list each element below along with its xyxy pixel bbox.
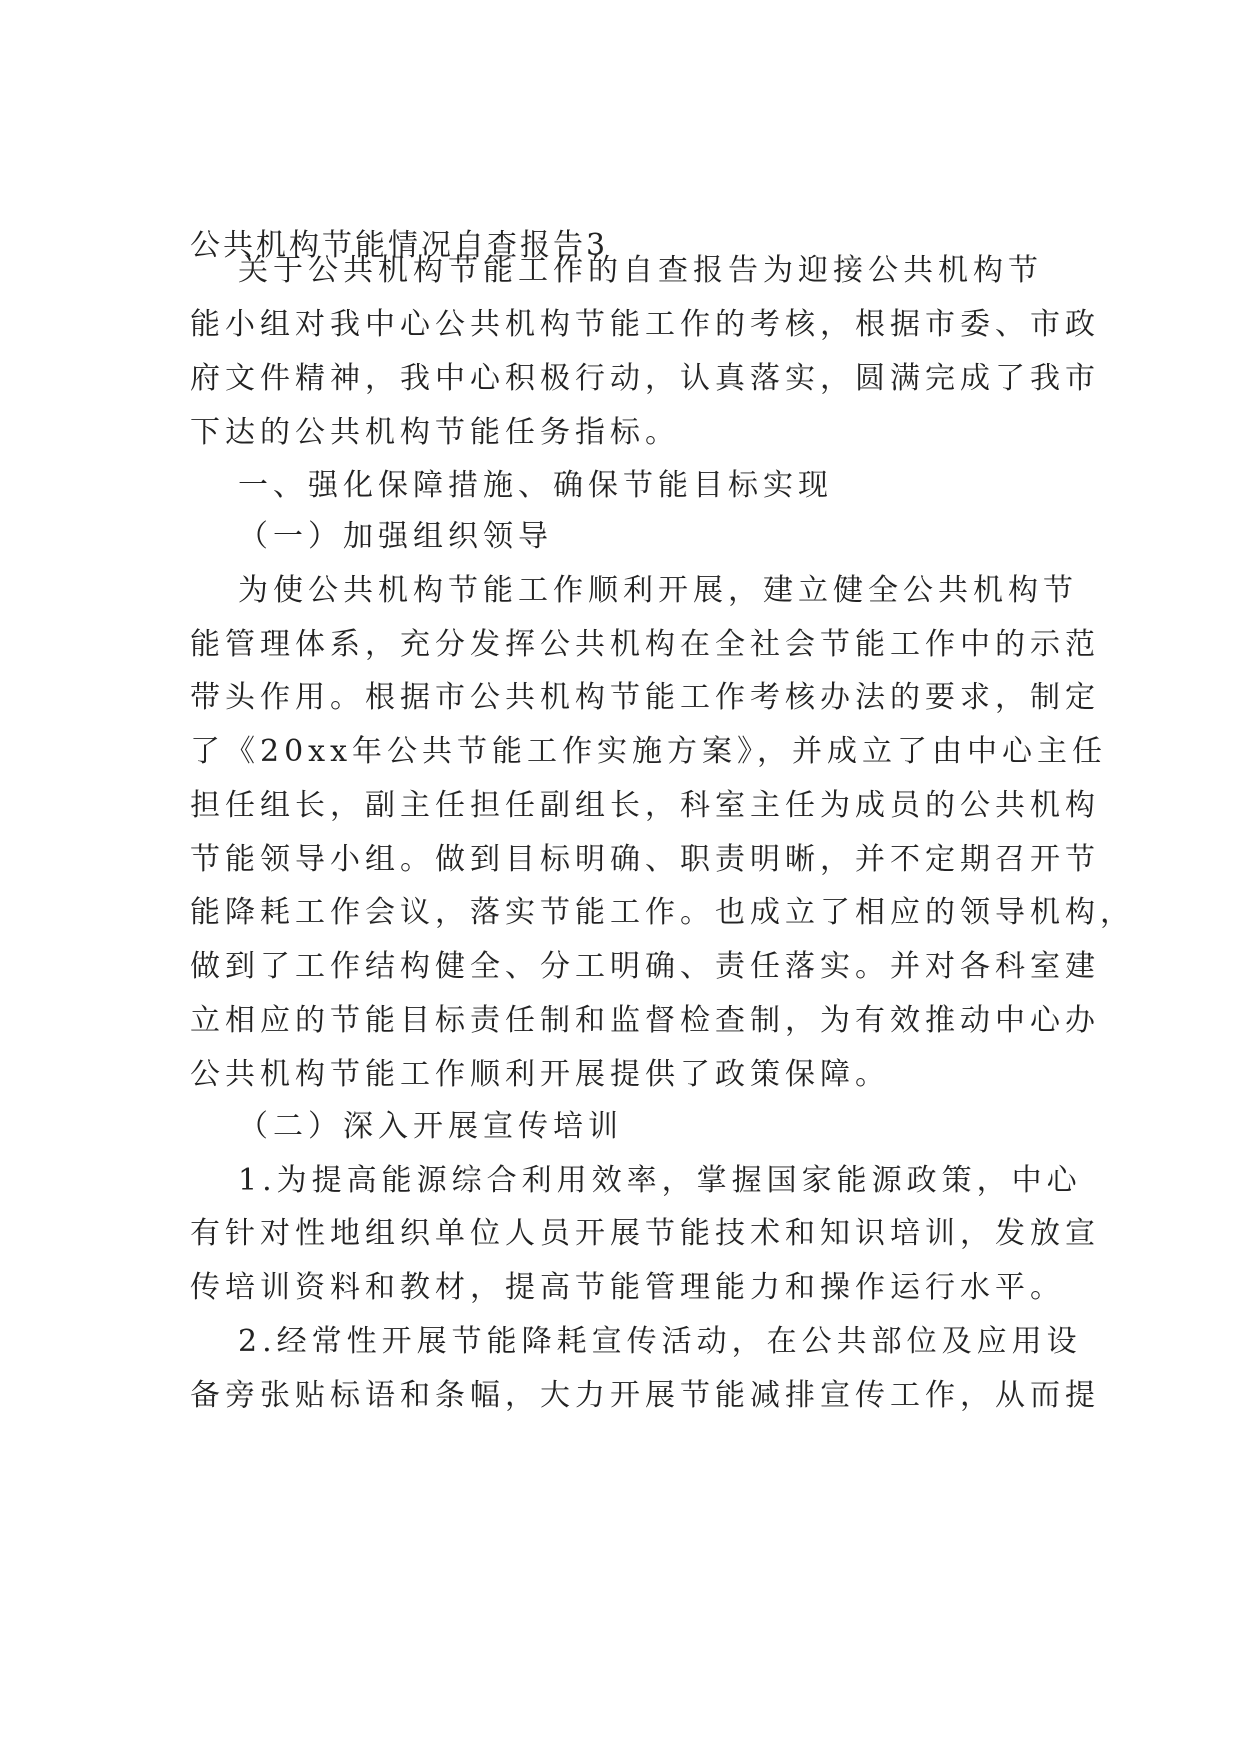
paragraph-line: 1.为提高能源综合利用效率，掌握国家能源政策，中心: [238, 1163, 1082, 1198]
paragraph-line: 2.经常性开展节能降耗宣传活动，在公共部位及应用设: [238, 1324, 1082, 1359]
paragraph-line: 关于公共机构节能工作的自查报告为迎接公共机构节: [238, 253, 1043, 288]
paragraph-line: 做到了工作结构健全、分工明确、责任落实。并对各科室建: [190, 949, 1100, 984]
subsection-heading: （二）深入开展宣传培训: [238, 1109, 623, 1144]
paragraph-line: 能管理体系，充分发挥公共机构在全社会节能工作中的示范: [190, 627, 1100, 662]
paragraph-line: 府文件精神，我中心积极行动，认真落实，圆满完成了我市: [190, 361, 1100, 396]
subsection-heading: （一）加强组织领导: [238, 519, 553, 554]
paragraph-line: 下达的公共机构节能任务指标。: [190, 415, 680, 450]
paragraph-line: 立相应的节能目标责任制和监督检查制，为有效推动中心办: [190, 1003, 1100, 1038]
section-heading: 一、强化保障措施、确保节能目标实现: [238, 468, 833, 503]
paragraph-line: 公共机构节能工作顺利开展提供了政策保障。: [190, 1057, 890, 1092]
paragraph-line: 了《20xx年公共节能工作实施方案》，并成立了由中心主任: [190, 734, 1108, 769]
paragraph-line: 为使公共机构节能工作顺利开展，建立健全公共机构节: [238, 573, 1078, 608]
paragraph-line: 能小组对我中心公共机构节能工作的考核，根据市委、市政: [190, 307, 1100, 342]
paragraph-line: 带头作用。根据市公共机构节能工作考核办法的要求，制定: [190, 680, 1100, 715]
paragraph-line: 担任组长，副主任担任副组长，科室主任为成员的公共机构: [190, 788, 1100, 823]
paragraph-line: 备旁张贴标语和条幅，大力开展节能减排宣传工作，从而提: [190, 1378, 1100, 1413]
document-title: 公共机构节能情况自查报告3: [190, 228, 609, 263]
paragraph-line: 能降耗工作会议，落实节能工作。也成立了相应的领导机构，: [190, 895, 1135, 930]
paragraph-line: 节能领导小组。做到目标明确、职责明晰，并不定期召开节: [190, 842, 1100, 877]
paragraph-line: 有针对性地组织单位人员开展节能技术和知识培训，发放宣: [190, 1216, 1100, 1251]
paragraph-line: 传培训资料和教材，提高节能管理能力和操作运行水平。: [190, 1270, 1065, 1305]
